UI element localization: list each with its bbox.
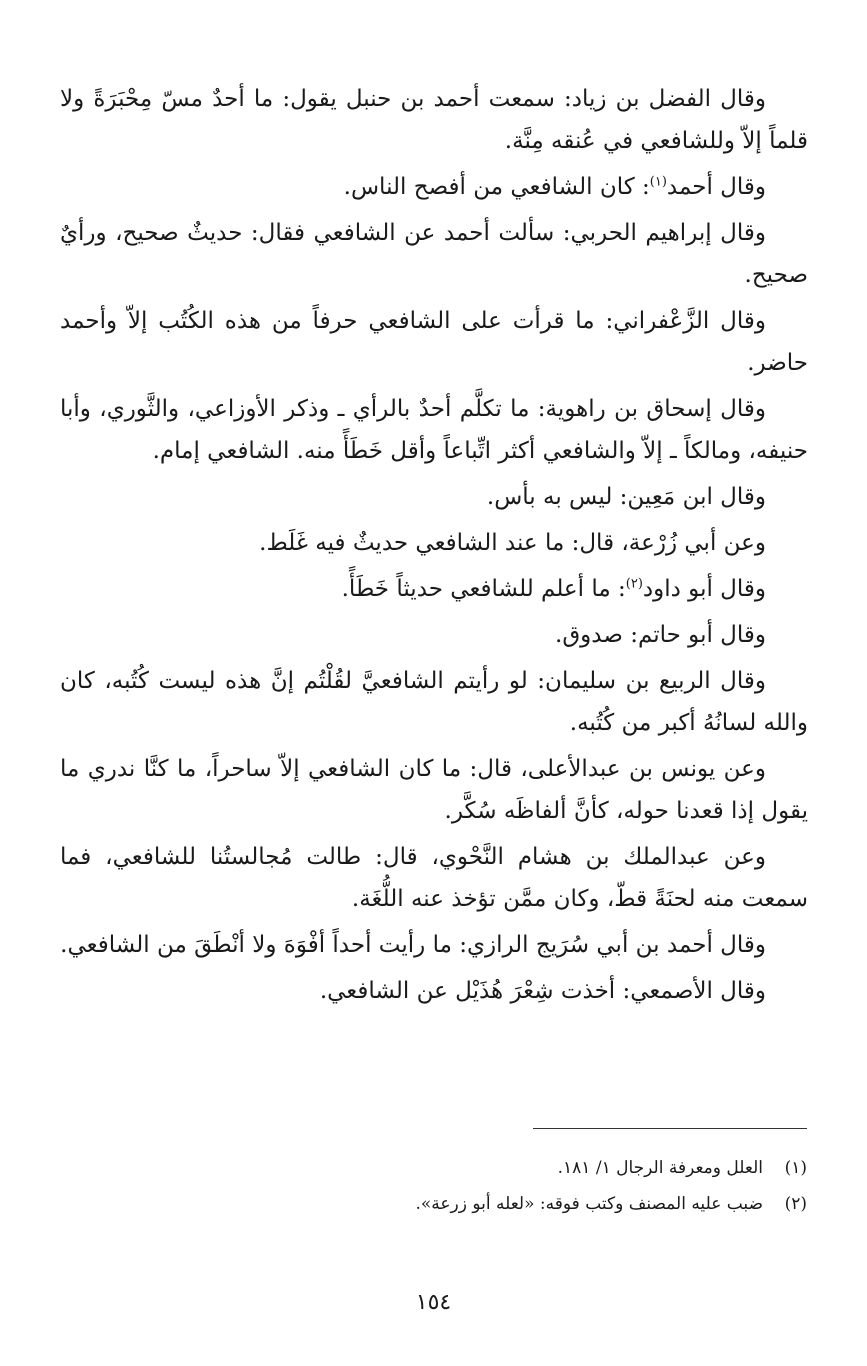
paragraph: وقال الربيع بن سليمان: لو رأيتم الشافعيَّ لقُلْتُم إنَّ هذه ليست كُتُبه، كان والله لسانُهُ أكبر من كُتُبه.	[60, 668, 808, 736]
paragraph: وقال إسحاق بن راهوية: ما تكلَّم أحدٌ بالرأي ـ وذكر الأوزاعي، والثَّوري، وأبا حنيفه، ومالكاً ـ إلاّ والشافعي أكثر اتِّباعاً وأقل خَطَأً منه. الشافعي إمام.	[60, 396, 808, 464]
paragraph: وقال الفضل بن زياد: سمعت أحمد بن حنبل يقول: ما أحدٌ مسّ مِحْبَرَةً ولا قلماً إلاّ وللشافعي في عُنقه مِنَّة.	[60, 86, 808, 154]
footnote	[59, 1186, 807, 1222]
main-text	[60, 78, 808, 1016]
footnote-text: العلل ومعرفة الرجال ١/ ١٨١.	[557, 1158, 763, 1178]
paragraph: وقال ابن مَعِين: ليس به بأس.	[486, 484, 766, 510]
paragraph: وقال أبو داود$^{(٢)}$: ما أعلم للشافعي حديثاً خَطَأً.	[341, 576, 766, 602]
paragraph: وقال أحمد بن أبي سُرَيج الرازي: ما رأيت أحداً أفْوَهَ ولا أنْطَقَ من الشافعي.	[60, 932, 766, 958]
paragraph: وعن يونس بن عبدالأعلى، قال: ما كان الشافعي إلاّ ساحراً، ما كنَّا ندري ما يقول إذا قعدنا حوله، كأنَّ ألفاظَه سُكَّر.	[60, 756, 808, 824]
paragraph: وقال إبراهيم الحربي: سألت أحمد عن الشافعي فقال: حديثٌ صحيح، ورأيٌ صحيح.	[60, 220, 808, 288]
footnote-mark: (١)	[784, 1158, 807, 1178]
paragraph: وقال أبو حاتم: صدوق.	[555, 622, 766, 648]
footnote-mark: (٢)	[784, 1194, 807, 1214]
page-number: ١٥٤	[415, 1290, 452, 1315]
paragraph: وعن عبدالملك بن هشام النَّحْوي، قال: طالت مُجالستُنا للشافعي، فما سمعت منه لحنَةً قطّ، وكان ممَّن تؤخذ عنه اللُّغَة.	[60, 844, 808, 912]
footnote-text: ضبب عليه المصنف وكتب فوقه: «لعله أبو زرعة».	[415, 1194, 763, 1214]
footnote-divider	[533, 1128, 807, 1129]
paragraph: وقال الأصمعي: أخذت شِعْرَ هُذَيْل عن الشافعي.	[319, 978, 766, 1004]
paragraph: وقال أحمد$^{(١)}$: كان الشافعي من أفصح الناس.	[343, 174, 766, 200]
footnote-reference[interactable]: (١)	[649, 174, 667, 190]
footnote-reference[interactable]: (٢)	[625, 576, 643, 592]
footnotes	[59, 1150, 807, 1222]
paragraph: وقال الزَّعْفراني: ما قرأت على الشافعي حرفاً من هذه الكُتُب إلاّ وأحمد حاضر.	[60, 308, 808, 376]
footnote	[59, 1150, 807, 1186]
paragraph: وعن أبي زُرْعة، قال: ما عند الشافعي حديثٌ فيه غَلَط.	[259, 530, 766, 556]
